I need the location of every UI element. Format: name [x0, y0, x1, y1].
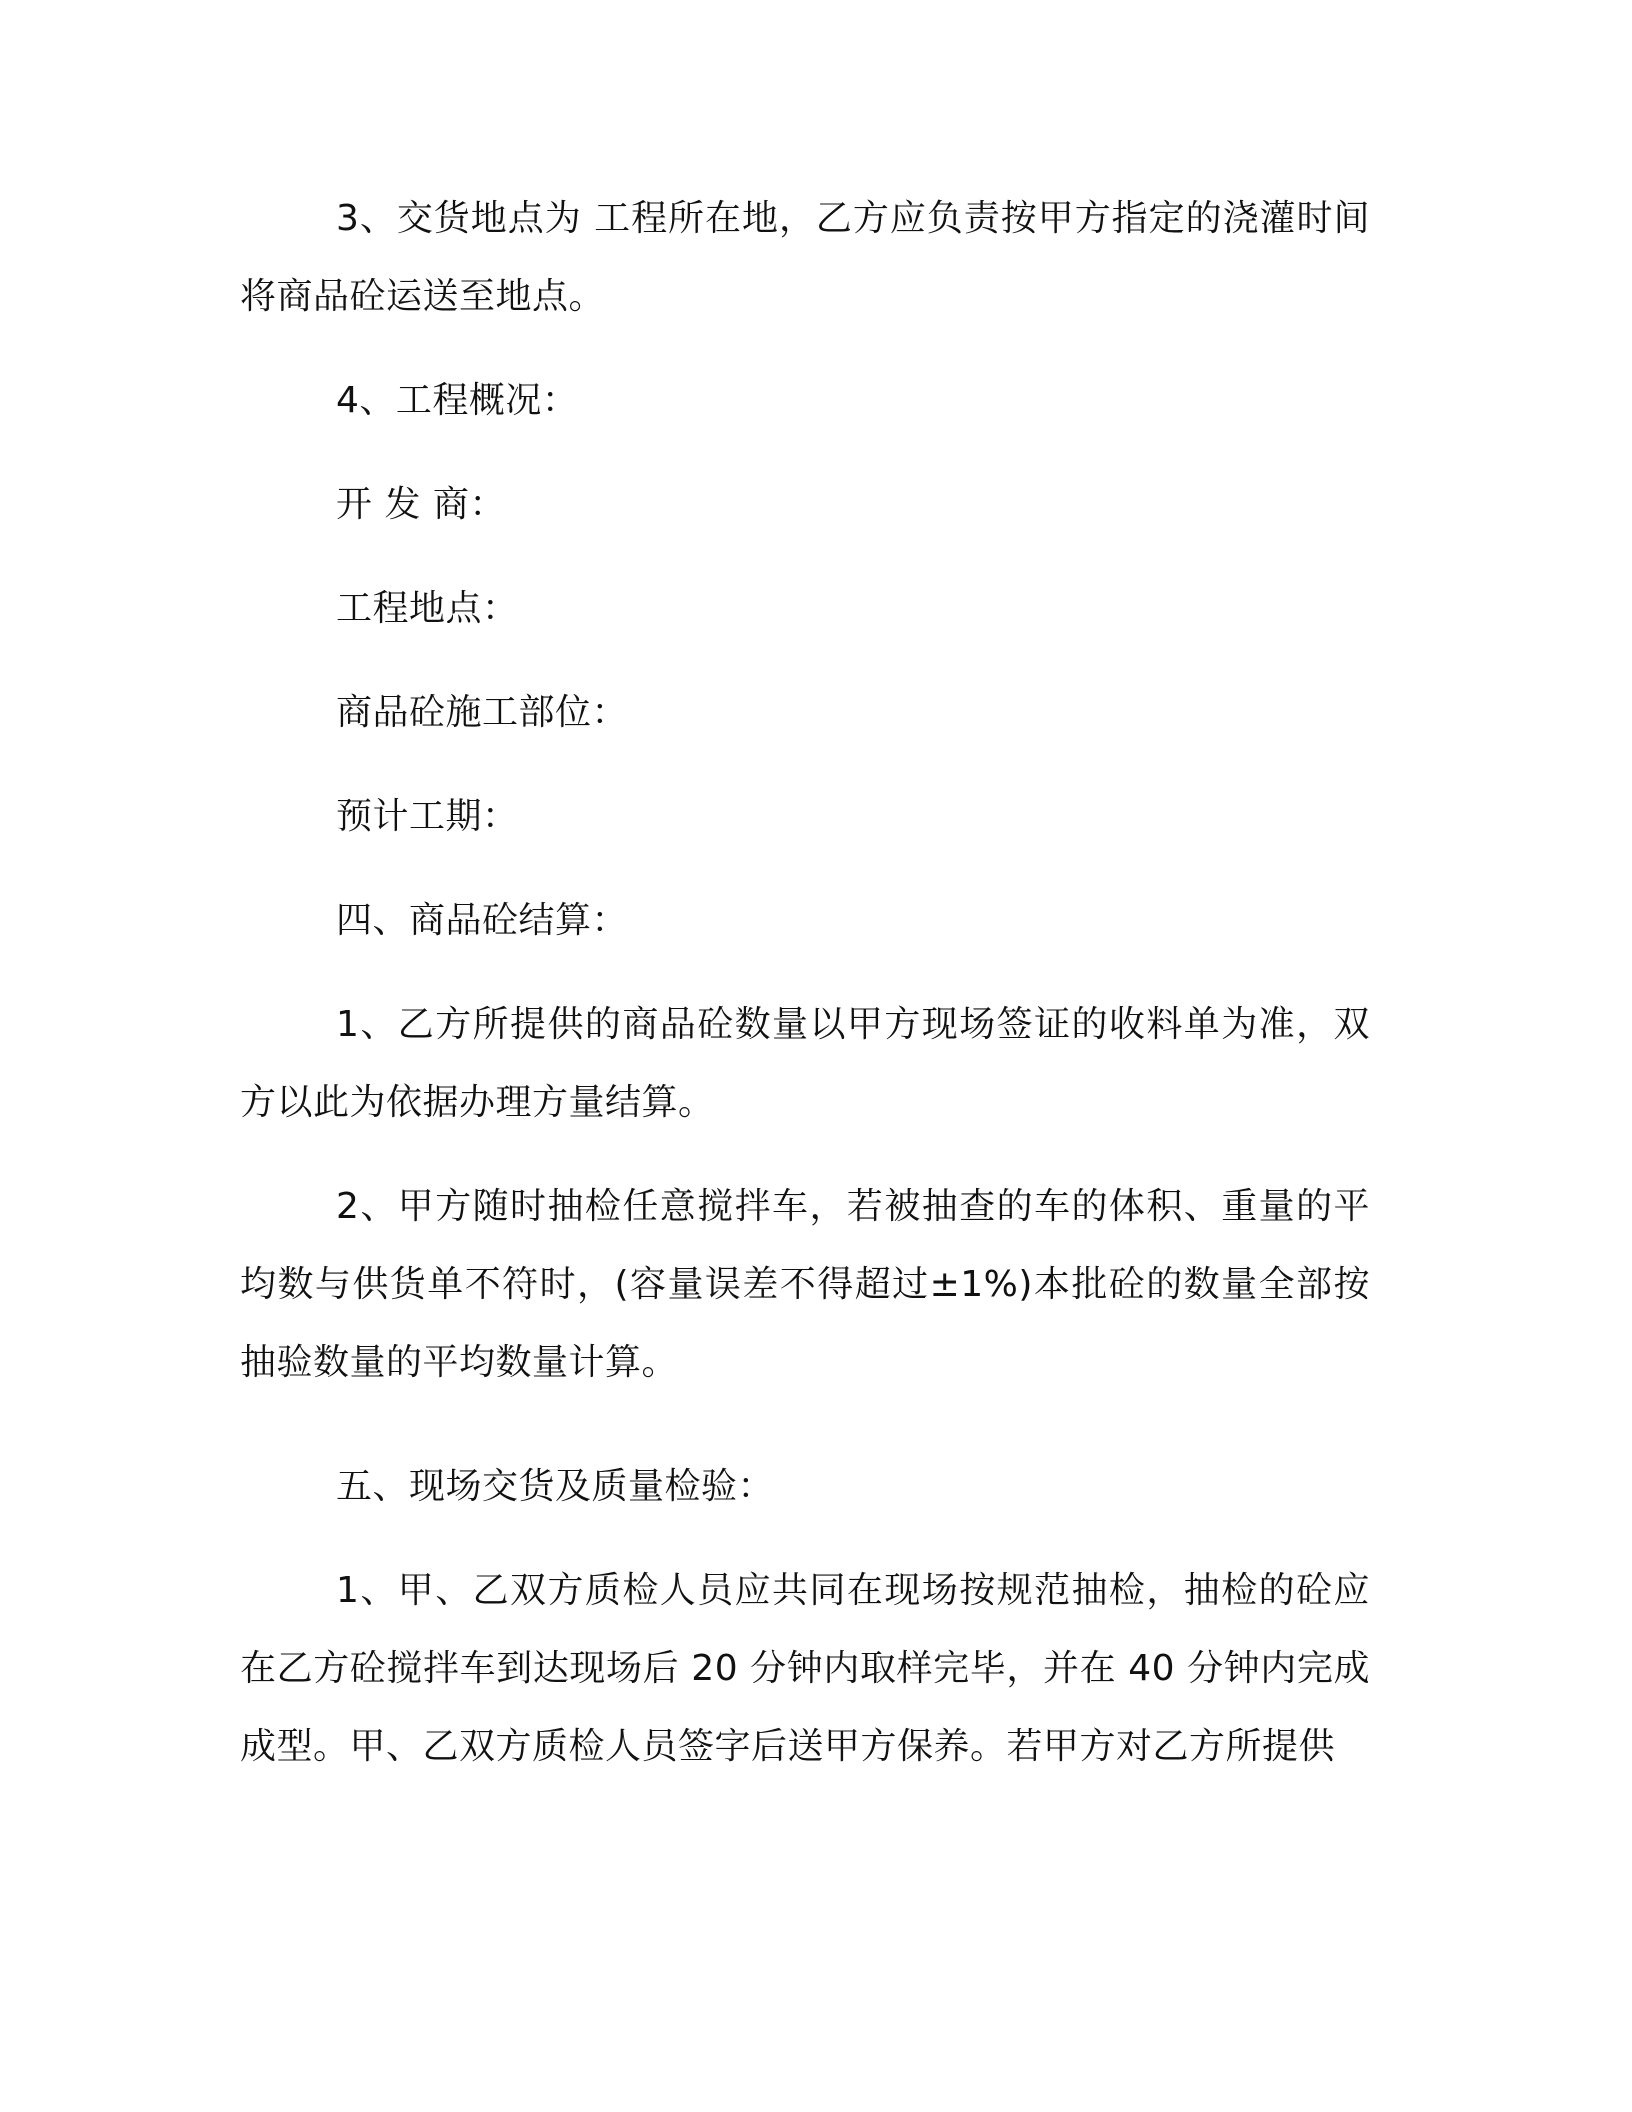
section-heading-settlement: 四、商品砼结算：	[336, 900, 629, 941]
paragraph-inspection-1: 1、甲、乙双方质检人员应共同在现场按规范抽检，抽检的砼应在乙方砼搅拌车到达现场后 20 分钟内取样完毕，并在 40 分钟内完成成型。甲、乙双方质检人员签字后送甲方保养。若甲方对乙方所提供	[240, 1570, 1370, 1767]
document-body	[240, 180, 1370, 1786]
paragraph-settlement-1: 1、乙方所提供的商品砼数量以甲方现场签证的收料单为准，双方以此为依据办理方量结算。	[240, 1004, 1370, 1123]
paragraph-construction-part: 商品砼施工部位：	[336, 692, 629, 733]
paragraph-settlement-2: 2、甲方随时抽检任意搅拌车，若被抽查的车的体积、重量的平均数与供货单不符时，(容量误差不得超过±1%)本批砼的数量全部按抽验数量的平均数量计算。	[240, 1186, 1370, 1383]
section-heading-delivery-inspection: 五、现场交货及质量检验：	[336, 1466, 775, 1507]
paragraph-developer: 开 发 商：	[336, 484, 506, 525]
paragraph-estimated-duration: 预计工期：	[336, 796, 519, 837]
paragraph-delivery-location: 3、交货地点为 工程所在地，乙方应负责按甲方指定的浇灌时间将商品砼运送至地点。	[240, 198, 1370, 317]
paragraph-project-overview: 4、工程概况：	[336, 380, 579, 421]
paragraph-project-site: 工程地点：	[336, 588, 519, 629]
